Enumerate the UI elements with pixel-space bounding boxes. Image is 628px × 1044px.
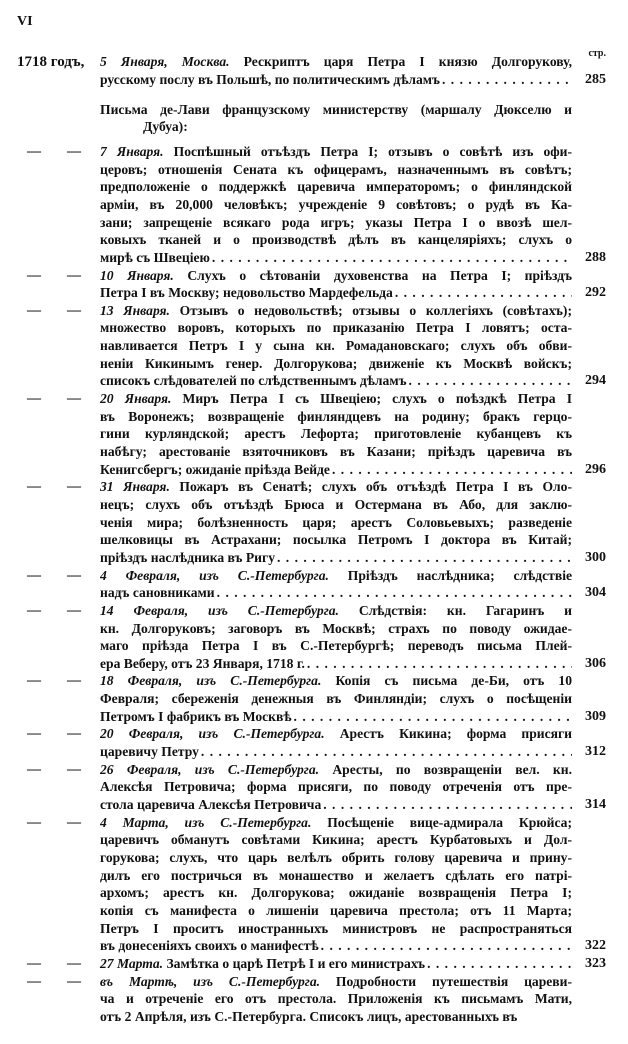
entry-text-run: ера Веберу, отъ 23 Января, 1718 г. [100,656,305,671]
entry-text [100,621,572,636]
entry-text [100,479,572,494]
entry-line [100,655,572,673]
leader-dots [427,955,572,973]
page-reference: 306 [585,656,606,671]
dash-marker: — [27,762,41,777]
entry-text-run: Копія съ письма де-Би, отъ 10 [335,673,572,688]
entry-text [100,655,305,673]
entry-line [100,214,572,232]
section-heading-cont: Дубуа): [143,119,188,134]
entry-date: 26 Февраля, изъ С.-Петербурга. [100,762,320,777]
dash-marker: — [27,673,41,688]
entry-line [100,884,572,902]
dash-marker: — [67,479,81,494]
entry-text [100,320,572,335]
entry-text-run: въ Воронежъ; возвращеніе финляндцевъ на родину; бракъ герцо- [100,409,572,424]
entry-text [100,215,572,230]
dash-marker: — [67,303,81,318]
entry-text-run: Арестъ Кикина; форма присяги [339,726,572,741]
dash-marker: — [27,303,41,318]
page-reference: 296 [585,462,606,477]
entry-text-run: нецъ; слухъ объ отъѣздѣ Брюса и Остермана въ Або, для заклю- [100,497,572,512]
entry-text-run: Кенигсбергъ; ожиданіе пріѣзда Вейде [100,462,330,477]
entry-text-run: Слѣдствія: кн. Гагаринъ и [358,603,572,618]
dash-marker: — [67,268,81,283]
entry-text-run: предположеніе о поддержкѣ царевича императоромъ; о финляндской [100,179,572,194]
entry-text-run: списокъ слѣдователей по слѣдственнымъ дѣламъ [100,373,407,388]
entry-line [100,849,572,867]
entry-line [100,602,572,620]
entry-text-run: ковыхъ тканей и о производствѣ дѣлъ въ канцеляріяхъ; слухъ о [100,232,572,247]
dash-marker: — [27,391,41,406]
page-reference: 294 [585,373,606,388]
entry-text [100,338,572,353]
entry-text [100,284,393,302]
dash-marker: — [67,568,81,583]
leader-dots [395,284,572,302]
entry-line [100,637,572,655]
leader-dots [321,937,572,955]
entry-text-run: Слухъ о сѣтованіи духовенства на Петра I; пріѣздъ [187,268,572,283]
entry-line [100,302,572,320]
entry-line [100,725,572,743]
entry-text [100,162,572,177]
entry-text-run: пріѣздъ наслѣдника въ Ригу [100,550,275,565]
entry-line [100,973,572,991]
entry-line [100,53,572,71]
entry-text-run: Замѣтка о царѣ Петрѣ I и его министрахъ [166,956,426,971]
leader-dots [409,372,572,390]
entry-date: 5 Января, Москва. [100,54,230,69]
entry-line [100,549,572,567]
entry-date: 31 Января. [100,479,170,494]
entry-text [100,955,425,973]
entry-line [100,567,572,585]
entry-line [100,708,572,726]
entry-text [100,974,572,989]
entry-text-run: Рескриптъ царя Петра I князю Долгорукову, [243,54,572,69]
entry-text-run: Петромъ I фабрикъ въ Москвѣ [100,709,292,724]
dash-marker: — [27,268,41,283]
entry-text-run: маго пріѣзда Петра I въ С.-Петербургѣ; переводъ письма Плей- [100,638,572,653]
entry-text [100,461,330,479]
entry-line [100,743,572,761]
entry-text [100,937,319,955]
entry-line [100,443,572,461]
entry-line [100,196,572,214]
page-reference: 323 [585,956,606,971]
page-reference: 314 [585,797,606,812]
entry-text [100,144,572,159]
entry-text-run: горукова; слухъ, что царь велѣлъ обрить голову царевича и прину- [100,850,572,865]
entry-text [100,708,292,726]
entry-date: 20 Февраля, изъ С.-Петербурга. [100,726,325,741]
entry-text [100,584,215,602]
entry-text [100,903,572,918]
entry-text [100,726,572,741]
entry-text-run: архомъ; арестъ кн. Долгорукова; ожиданіе возвращенія Петра I; [100,885,572,900]
entry-line [100,267,572,285]
entry-line [100,408,572,426]
entry-text-run: Посѣщеніе вице-адмирала Крюйса; [327,815,572,830]
entry-text-run: ча и отреченіе его отъ престола. Приложенія къ письмамъ Мати, [100,991,572,1006]
page-reference: 292 [585,285,606,300]
entry-text [100,885,572,900]
entry-text [100,426,572,441]
dash-marker: — [67,762,81,777]
entry-text [100,515,572,530]
page-number: VI [17,14,33,29]
entry-text-run: зани; запрещеніе всякаго рода игръ; указы Петра I о ввозѣ шел- [100,215,572,230]
entry-text [100,868,572,883]
entry-text [100,532,572,547]
entry-text [100,444,572,459]
leader-dots [307,655,572,673]
leader-dots [212,249,572,267]
entry-text [100,796,321,814]
entry-line [100,143,572,161]
entry-text [100,249,210,267]
entry-line [100,955,572,973]
entry-line [100,425,572,443]
entry-text [100,232,572,247]
entry-text [100,497,572,512]
entry-line [100,496,572,514]
entry-text [100,197,572,212]
entry-line [100,514,572,532]
entry-line [100,355,572,373]
entry-text-run: Поспѣшный отъѣздъ Петра I; отзывъ о совѣтѣ изъ офи- [173,144,572,159]
page-reference: 288 [585,250,606,265]
leader-dots [323,796,572,814]
entry-text [100,268,572,283]
entry-text [100,815,572,830]
dash-marker: — [27,568,41,583]
page-reference: 285 [585,72,606,87]
entry-line [100,990,572,1008]
entry-text-run: множество воровъ, которыхъ по приказанію Петра I ловятъ; оста- [100,320,572,335]
entry-line [100,796,572,814]
entry-text-run: Миръ Петра I съ Швеціею; слухъ о поѣздкѣ Петра I [182,391,572,406]
entry-date: 4 Февраля, изъ С.-Петербурга. [100,568,329,583]
leader-dots [277,549,572,567]
dash-marker: — [27,726,41,741]
entry-line [100,690,572,708]
dash-marker: — [67,144,81,159]
entry-text-run: Петра I въ Москву; недовольство Мардефельда [100,285,393,300]
entry-text-run: копія съ манифеста о лишеніи царевича престола; отъ 11 Марта; [100,903,572,918]
entry-text [100,638,572,653]
entry-text [100,832,572,847]
entry-text-run: Отзывъ о недовольствѣ; отзывы о коллегіяхъ (совѣтахъ); [179,303,572,318]
entry-text-run: неніи Кикинымъ генер. Долгорукова; движеніе къ Москвѣ войскъ; [100,356,572,371]
entry-date: 4 Марта, изъ С.-Петербурга. [100,815,312,830]
dash-marker: — [27,144,41,159]
entry-line [100,249,572,267]
entry-text [100,691,572,706]
dash-marker: — [67,956,81,971]
leader-dots [217,584,572,602]
entry-text-run: арміи, въ 20,000 человѣкъ; учрежденіе 9 совѣтовъ; о рудѣ въ Ка- [100,197,572,212]
entry-date: въ Мартѣ, изъ С.-Петербурга. [100,974,321,989]
entry-text-run: церовъ; отношенія Сената къ офицерамъ, назначеннымъ въ совѣтъ; [100,162,572,177]
entry-text-run: кн. Долгоруковъ; заговоръ въ Москвѣ; страхъ по поводу ожидае- [100,621,572,636]
entry-line [100,937,572,955]
entry-text-run: царевичъ обманутъ совѣтами Кикина; арестъ Курбатовыхъ и Дол- [100,832,572,847]
entry-text-run: Февраля; сбереженія денежныя въ Финляндіи; слухъ о посѣщеніи [100,691,572,706]
dash-marker: — [27,479,41,494]
dash-marker: — [27,974,41,989]
entry-date: 27 Марта. [100,956,164,971]
entry-line [100,1008,572,1026]
entry-text [100,303,572,318]
entry-text-run: Алексѣя Петровича; форма присяги, по поводу отреченія отъ пре- [100,779,572,794]
entry-line [100,337,572,355]
dash-marker: — [67,726,81,741]
entry-line [100,902,572,920]
entry-line [100,390,572,408]
entry-line [100,178,572,196]
entry-line [100,284,572,302]
entry-text-run: Пріѣздъ наслѣдника; слѣдствіе [347,568,572,583]
page-column-label: стр. [588,48,606,59]
entry-text [100,372,407,390]
dash-marker: — [27,956,41,971]
entry-text-run: шелковицы въ Астрахани; посылка Петромъ I доктора въ Китай; [100,532,572,547]
entry-line [100,867,572,885]
entry-text-run: навливается Петръ I у сына кн. Ромадановскаго; слухъ объ обви- [100,338,572,353]
entry-text-run: въ донесеніяхъ своихъ о манифестѣ [100,938,319,953]
entry-text [100,603,572,618]
entry-text-run: царевичу Петру [100,744,199,759]
entry-line [100,531,572,549]
entry-text [100,568,572,583]
entry-text [100,409,572,424]
entry-text [100,549,275,567]
entry-text-run: Подробности путешествія цареви- [335,974,572,989]
entry-line [100,71,572,89]
entry-line [100,814,572,832]
year-label: 1718 годъ, [17,54,85,70]
page-reference: 312 [585,744,606,759]
entry-line [100,319,572,337]
entry-text [100,743,199,761]
dash-marker: — [67,974,81,989]
entry-text [100,71,440,89]
entry-line [100,620,572,638]
entry-line [100,372,572,390]
entry-line [100,584,572,602]
dash-marker: — [67,673,81,688]
entry-line [100,831,572,849]
leader-dots [332,461,572,479]
page-reference: 309 [585,709,606,724]
entry-text [100,762,572,777]
entry-date: 7 Января. [100,144,164,159]
dash-marker: — [27,603,41,618]
dash-marker: — [67,815,81,830]
entry-text [100,179,572,194]
entry-line [100,761,572,779]
entry-text [100,54,572,69]
dash-marker: — [27,815,41,830]
entry-text [100,921,572,936]
entry-line [100,920,572,938]
entry-text [100,391,572,406]
entry-line [100,778,572,796]
leader-dots [442,71,572,89]
entry-text-run: надъ сановниками [100,585,215,600]
entry-text-run: русскому послу въ Польшѣ, по политическимъ дѣламъ [100,72,440,87]
entry-text-run: мирѣ съ Швеціею [100,250,210,265]
section-heading: Письма де-Лави французскому министерству (маршалу Дюкселю и [100,102,572,117]
entry-date: 10 Января. [100,268,174,283]
entry-text-run: дилъ его постричься въ монашество и желаетъ сдѣлать его патрі- [100,868,572,883]
entry-line [100,231,572,249]
entry-text-run: набѣгу; арестованіе взяточниковъ въ Казани; пріѣздъ царевича въ [100,444,572,459]
dash-marker: — [67,603,81,618]
page-reference: 322 [585,938,606,953]
entry-line [100,478,572,496]
entry-date: 13 Января. [100,303,170,318]
page-reference: 300 [585,550,606,565]
entry-date: 20 Января. [100,391,172,406]
page-reference: 304 [585,585,606,600]
entry-text-run: стола царевича Алексѣя Петровича [100,797,322,812]
entry-text-run: отъ 2 Апрѣля, изъ С.-Петербурга. Списокъ лицъ, арестованныхъ въ [100,1009,518,1024]
entry-text-run: Петръ I проситъ иностранныхъ министровъ не распространяться [100,921,572,936]
entry-text [100,1009,517,1024]
entry-text [100,850,572,865]
entry-line [100,161,572,179]
entry-line [100,461,572,479]
entry-text [100,673,572,688]
entry-text-run: гини курляндской; арестъ Лефорта; приготовленіе кубанцевъ къ [100,426,572,441]
entry-text-run: Аресты, по возвращеніи вел. кн. [332,762,572,777]
entry-text [100,356,572,371]
entry-text [100,991,572,1006]
dash-marker: — [67,391,81,406]
leader-dots [294,708,572,726]
entry-date: 18 Февраля, изъ С.-Петербурга. [100,673,322,688]
entry-date: 14 Февраля, изъ С.-Петербурга. [100,603,339,618]
entry-text-run: Пожаръ въ Сенатѣ; слухъ объ отъѣздѣ Петра I въ Оло- [179,479,572,494]
entry-text-run: ченія мира; болѣзненность царя; арестъ Соловьевыхъ; разведеніе [100,515,572,530]
entry-text [100,779,572,794]
entry-line [100,672,572,690]
leader-dots [201,743,572,761]
